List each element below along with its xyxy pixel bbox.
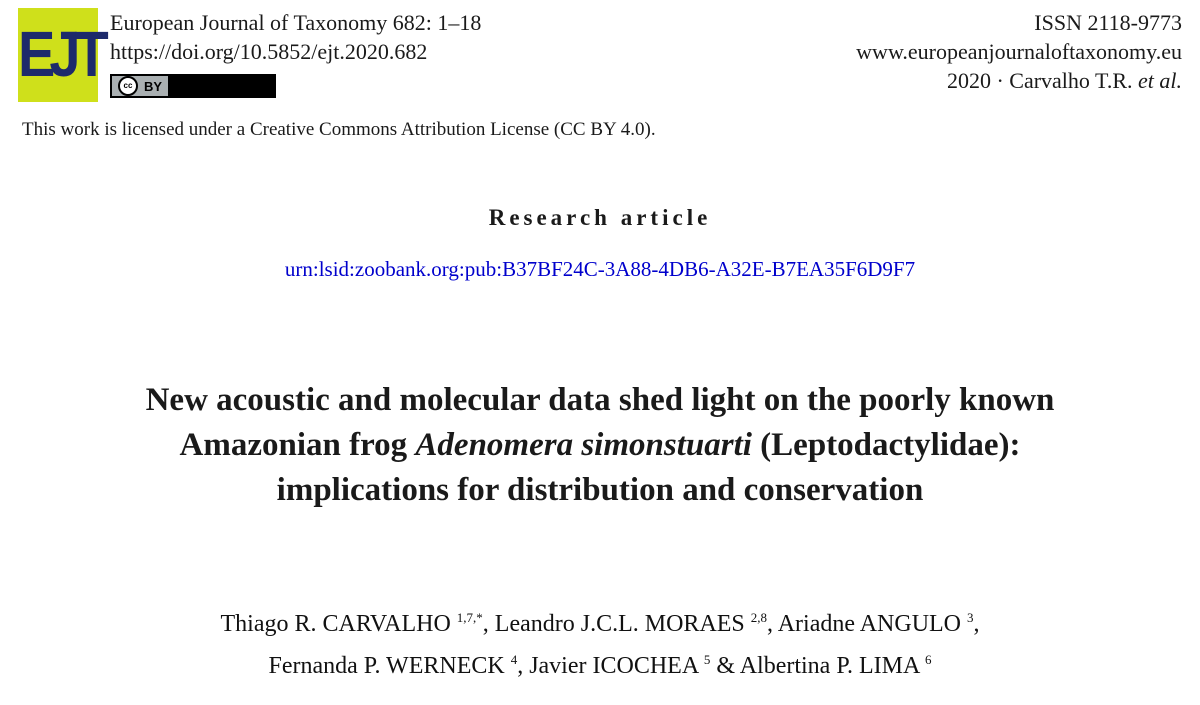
author-affiliation: 6 — [925, 652, 932, 667]
author-separator: , — [973, 611, 980, 637]
author-name: Javier ICOCHEA — [529, 653, 698, 679]
title-line-1: New acoustic and molecular data shed light on the poorly known — [145, 382, 1055, 418]
author-name: Thiago R. CARVALHO — [220, 611, 451, 637]
header-left — [110, 8, 481, 98]
cc-circle-icon: cc — [118, 76, 138, 96]
title-line-2-post: (Leptodactylidae): — [760, 427, 1021, 463]
logo-text: EJT — [18, 17, 103, 90]
cc-by-label: BY — [144, 78, 163, 94]
author-name: Albertina P. LIMA — [739, 653, 920, 679]
title-line-2 — [0, 423, 1200, 468]
ejt-logo — [18, 8, 103, 102]
title-line-3: implications for distribution and conservation — [276, 472, 924, 508]
author-affiliation: 4 — [510, 652, 518, 667]
author-affiliation: 5 — [703, 652, 711, 667]
author-separator: & — [710, 653, 740, 679]
article-type: Research article — [488, 205, 712, 230]
author-name: Fernanda P. WERNECK — [268, 653, 505, 679]
header-right — [856, 8, 1182, 95]
author-name: Leandro J.C.L. MORAES — [494, 611, 745, 637]
journal-website-link[interactable]: www.europeanjournaloftaxonomy.eu — [856, 39, 1182, 64]
author-list — [0, 600, 1200, 684]
year-authors — [856, 66, 1182, 95]
issn: ISSN 2118-9773 — [1034, 10, 1182, 35]
author-name: Ariadne ANGULO — [777, 611, 962, 637]
author-line-2 — [0, 642, 1200, 684]
cc-license-icon — [112, 76, 168, 96]
cc-by-badge[interactable] — [110, 74, 276, 98]
author-line-1 — [0, 600, 1200, 642]
author-affiliation: 2,8 — [750, 610, 768, 625]
et-al: et al. — [1138, 68, 1182, 93]
title-line-2-pre: Amazonian frog — [179, 427, 408, 463]
doi-link[interactable]: https://doi.org/10.5852/ejt.2020.682 — [110, 39, 428, 64]
zoobank-lsid-link[interactable]: urn:lsid:zoobank.org:pub:B37BF24C-3A88-4DB6-A32E-B7EA35F6D9F7 — [284, 257, 916, 281]
article-title — [0, 378, 1200, 513]
species-name: Adenomera simonstuarti — [415, 427, 752, 463]
author-separator: , — [482, 611, 495, 637]
year-author-text: 2020 · Carvalho T.R. — [946, 68, 1133, 93]
license-statement: This work is licensed under a Creative Commons Attribution License (CC BY 4.0). — [22, 119, 656, 140]
author-affiliation: 1,7,* — [456, 610, 483, 625]
author-separator: , — [517, 653, 530, 679]
author-separator: , — [767, 611, 778, 637]
author-affiliation: 3 — [967, 610, 974, 625]
journal-citation: European Journal of Taxonomy 682: 1–18 — [110, 10, 482, 35]
